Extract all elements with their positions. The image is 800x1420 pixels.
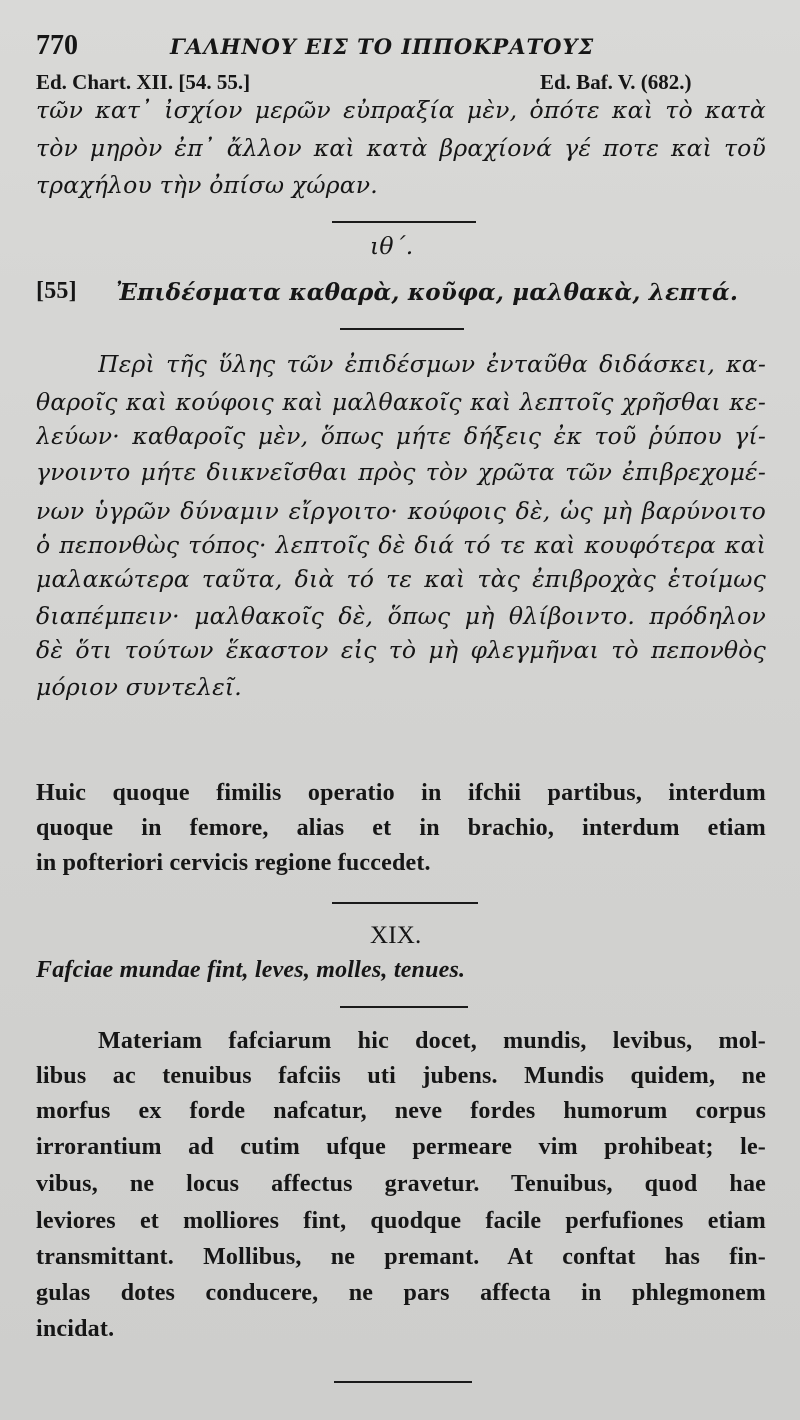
latin-lemma: Fafciae mundae fint, leves, molles, tenues. <box>36 957 466 983</box>
divider <box>332 902 478 904</box>
greek-commentary-line: γνοιντο μήτε διικνεῖσθαι πρὸς τὸν χρῶτα τῶν ἐπιβρεχομέ- <box>36 458 766 486</box>
latin-commentary-line: leviores et molliores fint, quodque facile perfufiones etiam <box>36 1208 766 1234</box>
edition-reference-left: Ed. Chart. XII. [54. 55.] <box>36 70 251 94</box>
greek-commentary-line: θαροῖς καὶ κούφοις καὶ μαλθακοῖς καὶ λεπτοῖς χρῆσθαι κε- <box>36 388 766 416</box>
latin-commentary-line: incidat. <box>36 1316 115 1342</box>
greek-commentary-line: μόριον συντελεῖ. <box>36 673 242 701</box>
greek-commentary-line: Περὶ τῆς ὕλης τῶν ἐπιδέσμων ἐνταῦθα διδάσκει, κα- <box>98 350 766 378</box>
greek-commentary-line: νων ὑγρῶν δύναμιν εἴργοιτο· κούφοις δὲ, ὡς μὴ βαρύνοιτο <box>36 497 766 525</box>
divider <box>340 1006 468 1008</box>
greek-commentary-line: διαπέμπειν· μαλθακοῖς δὲ, ὅπως μὴ θλίβοιντο. πρόδηλον <box>36 602 766 630</box>
latin-commentary-line: vibus, ne locus affectus gravetur. Tenuibus, quod hae <box>36 1171 766 1197</box>
greek-commentary-line: ὁ πεπονθὼς τόπος· λεπτοῖς δὲ διά τό τε καὶ κουφότερα καὶ <box>36 531 766 559</box>
latin-section-number: XIX. <box>370 922 422 949</box>
latin-intro-line: in pofteriori cervicis regione fuccedet. <box>36 850 431 876</box>
latin-commentary-line: irrorantium ad cutim ufque permeare vim prohibeat; le- <box>36 1134 766 1160</box>
greek-commentary-line: λεύων· καθαροῖς μὲν, ὅπως μήτε δήξεις ἐκ τοῦ ῥύπου γί- <box>36 422 766 450</box>
divider <box>340 328 464 330</box>
greek-intro-line: τῶν κατ᾽ ἰσχίον μερῶν εὐπραξία μὲν, ὁπότε καὶ τὸ κατὰ <box>36 96 766 124</box>
greek-lemma: Ἐπιδέσματα καθαρὰ, κοῦφα, μαλθακὰ, λεπτά. <box>116 279 739 306</box>
latin-intro-line: quoque in femore, alias et in brachio, interdum etiam <box>36 815 766 841</box>
greek-section-number: ιθ΄. <box>370 232 414 260</box>
latin-commentary-line: libus ac tenuibus fafciis uti jubens. Mundis quidem, ne <box>36 1063 766 1089</box>
greek-intro-line: τὸν μηρὸν ἐπ᾽ ἄλλον καὶ κατὰ βραχίονά γέ ποτε καὶ τοῦ <box>36 134 766 162</box>
greek-commentary-line: μαλακώτερα ταῦτα, διὰ τό τε καὶ τὰς ἐπιβροχὰς ἑτοίμως <box>36 565 766 593</box>
divider <box>334 1381 472 1383</box>
latin-commentary-line: gulas dotes conducere, ne pars affecta in phlegmonem <box>36 1280 766 1306</box>
page-number: 770 <box>36 30 78 61</box>
edition-reference-right: Ed. Baf. V. (682.) <box>540 70 692 94</box>
latin-commentary-line: Materiam fafciarum hic docet, mundis, levibus, mol- <box>98 1028 766 1054</box>
greek-intro-line: τραχήλου τὴν ὀπίσω χώραν. <box>36 171 378 199</box>
latin-commentary-line: transmittant. Mollibus, ne premant. At conftat has fin- <box>36 1244 766 1270</box>
latin-intro-line: Huic quoque fimilis operatio in ifchii partibus, interdum <box>36 780 766 806</box>
greek-commentary-line: δὲ ὅτι τούτων ἕκαστον εἰς τὸ μὴ φλεγμῆναι τὸ πεπονθὸς <box>36 636 766 664</box>
running-title: ΓΑΛΗΝΟΥ ΕΙΣ ΤΟ ΙΠΠΟΚΡΑΤΟΥΣ <box>170 34 595 59</box>
latin-commentary-line: morfus ex forde nafcatur, neve fordes humorum corpus <box>36 1098 766 1124</box>
divider <box>332 221 476 223</box>
greek-lemma-ref: [55] <box>36 278 77 304</box>
